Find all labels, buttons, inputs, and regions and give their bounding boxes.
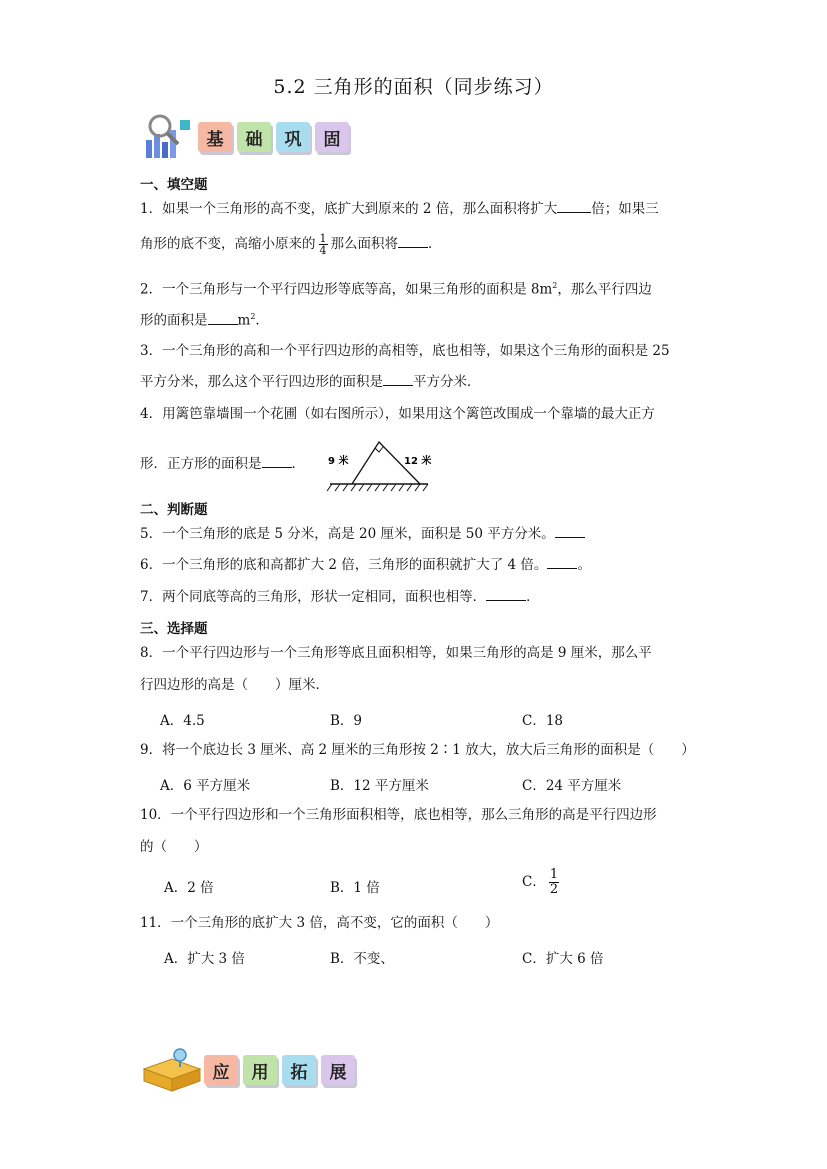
- q3-text-c: 平方分米．: [413, 374, 481, 390]
- q9-option-c: C．24 平方厘米: [522, 778, 622, 794]
- q11-option-c: C．扩大 6 倍: [522, 951, 604, 967]
- q3-blank: [383, 373, 413, 386]
- q10-line2: 的（ ）: [140, 839, 208, 855]
- q4-text-b: 形．正方形的面积是: [140, 456, 262, 472]
- q9-option-b: B．12 平方厘米: [330, 778, 429, 794]
- fence-triangle-figure: [322, 437, 434, 493]
- q10-option-c-label: C．: [522, 874, 546, 890]
- q8-line1: 8．一个平行四边形与一个三角形等底且面积相等，如果三角形的高是 9 厘米，那么平: [140, 645, 652, 661]
- q2-sup-2: 2: [250, 312, 256, 321]
- q6-text-a: 6．一个三角形的底和高都扩大 2 倍，三角形的面积就扩大了 4 倍。: [140, 557, 548, 573]
- magnifier-chart-icon: [140, 112, 198, 162]
- q4-blank: [262, 455, 292, 468]
- q11-line1: 11．一个三角形的底扩大 3 倍，高不变，它的面积（ ）: [140, 915, 499, 931]
- q4-line1: 4．用篱笆靠墙围一个花圃（如右图所示），如果用这个篱笆改围成一个靠墙的最大正方: [140, 406, 655, 422]
- q5-blank: [555, 525, 585, 538]
- q7-line: [140, 588, 540, 606]
- q1-line1: [140, 200, 659, 218]
- q10-option-c: [522, 868, 562, 897]
- q2-sup-1: 2: [552, 281, 558, 290]
- q4-text-c: ．: [291, 456, 305, 472]
- q4-line2: [140, 455, 305, 473]
- q2-text-b: ，那么平行四边: [557, 281, 652, 298]
- q1-text-d: 那么面积将: [330, 236, 398, 252]
- section-banner-basic: [140, 112, 354, 162]
- q9-option-a: A．6 平方厘米: [160, 778, 251, 794]
- q3-text-b: 平方分米，那么这个平行四边形的面积是: [140, 374, 383, 390]
- q11-option-a: A．扩大 3 倍: [164, 951, 245, 967]
- q10-c-den: 2: [549, 882, 559, 897]
- q1-text-b: 倍；如果三: [591, 201, 659, 217]
- q6-blank: [547, 556, 577, 569]
- q2-text-c: 形的面积是: [140, 312, 208, 329]
- q10-option-b: B．1 倍: [330, 880, 380, 896]
- q3-line1: 3．一个三角形的高和一个平行四边形的高相等，底也相等，如果这个三角形的面积是 25: [140, 343, 670, 359]
- q9-line1: 9．将一个底边长 3 厘米、高 2 厘米的三角形按 2∶1 放大，放大后三角形的面积是（ ）: [140, 742, 695, 758]
- banner1-tile-4: 固: [315, 122, 349, 152]
- banner1-tile-1: 基: [198, 122, 232, 152]
- q1-line2: [140, 233, 442, 256]
- fence-label-left: 9 米: [328, 456, 349, 467]
- q6-text-b: 。: [577, 557, 591, 573]
- q2-text-a: 2．一个三角形与一个平行四边形等底等高，如果三角形的面积是 8m: [140, 281, 553, 298]
- q11-option-b: B．不变、: [330, 951, 394, 967]
- q2-blank: [208, 312, 238, 325]
- q8-option-a: A．4.5: [160, 713, 205, 729]
- q5-line: [140, 525, 585, 543]
- q1-frac-den: 4: [319, 244, 327, 257]
- q7-text-b: ．: [526, 589, 540, 605]
- q2-text-d: m: [237, 312, 251, 329]
- fence-label-right: 12 米: [404, 456, 432, 467]
- banner1-tile-2: 础: [237, 122, 271, 152]
- section-true-false: 二、判断题: [140, 502, 208, 518]
- banner2-tile-4: 展: [321, 1055, 355, 1085]
- section-fill-in: 一、填空题: [140, 177, 208, 193]
- banner2-tile-1: 应: [204, 1055, 238, 1085]
- q10-option-a: A．2 倍: [164, 880, 214, 896]
- q1-fraction: [319, 233, 328, 256]
- q7-blank: [486, 588, 526, 601]
- section-banner-application: [140, 1047, 360, 1093]
- q7-text-a: 7．两个同底等高的三角形，形状一定相同，面积也相等．: [140, 589, 487, 605]
- q2-line2: [140, 308, 269, 330]
- banner2-tile-2: 用: [243, 1055, 277, 1085]
- q1-text-e: ．: [428, 236, 442, 252]
- q10-c-num: 1: [549, 867, 559, 882]
- q1-blank-2: [398, 235, 428, 248]
- q1-text-a: 1．如果一个三角形的高不变，底扩大到原来的 2 倍，那么面积将扩大: [140, 201, 558, 217]
- toolbox-icon: [140, 1047, 204, 1093]
- q10-line1: 10．一个平行四边形和一个三角形面积相等，底也相等，那么三角形的高是平行四边形: [140, 807, 657, 823]
- q8-option-c: C．18: [522, 713, 564, 729]
- page-title: 5.2 三角形的面积（同步练习）: [273, 76, 554, 98]
- q8-option-b: B．9: [330, 713, 363, 729]
- q6-line: [140, 556, 591, 574]
- q1-text-c: 角形的底不变，高缩小原来的: [140, 236, 316, 252]
- banner1-tile-3: 巩: [276, 122, 310, 152]
- banner2-tile-3: 拓: [282, 1055, 316, 1085]
- q10-option-c-fraction: [549, 868, 559, 897]
- q2-text-e: ．: [255, 312, 269, 329]
- q1-blank-1: [557, 200, 591, 213]
- q1-frac-num: 1: [319, 232, 327, 245]
- q3-line2: [140, 373, 481, 391]
- q2-line1: [140, 277, 652, 299]
- q8-line2: 行四边形的高是（ ）厘米．: [140, 677, 329, 693]
- q5-text-a: 5．一个三角形的底是 5 分米，高是 20 厘米，面积是 50 平方分米。: [140, 526, 555, 542]
- section-multiple-choice: 三、选择题: [140, 621, 208, 637]
